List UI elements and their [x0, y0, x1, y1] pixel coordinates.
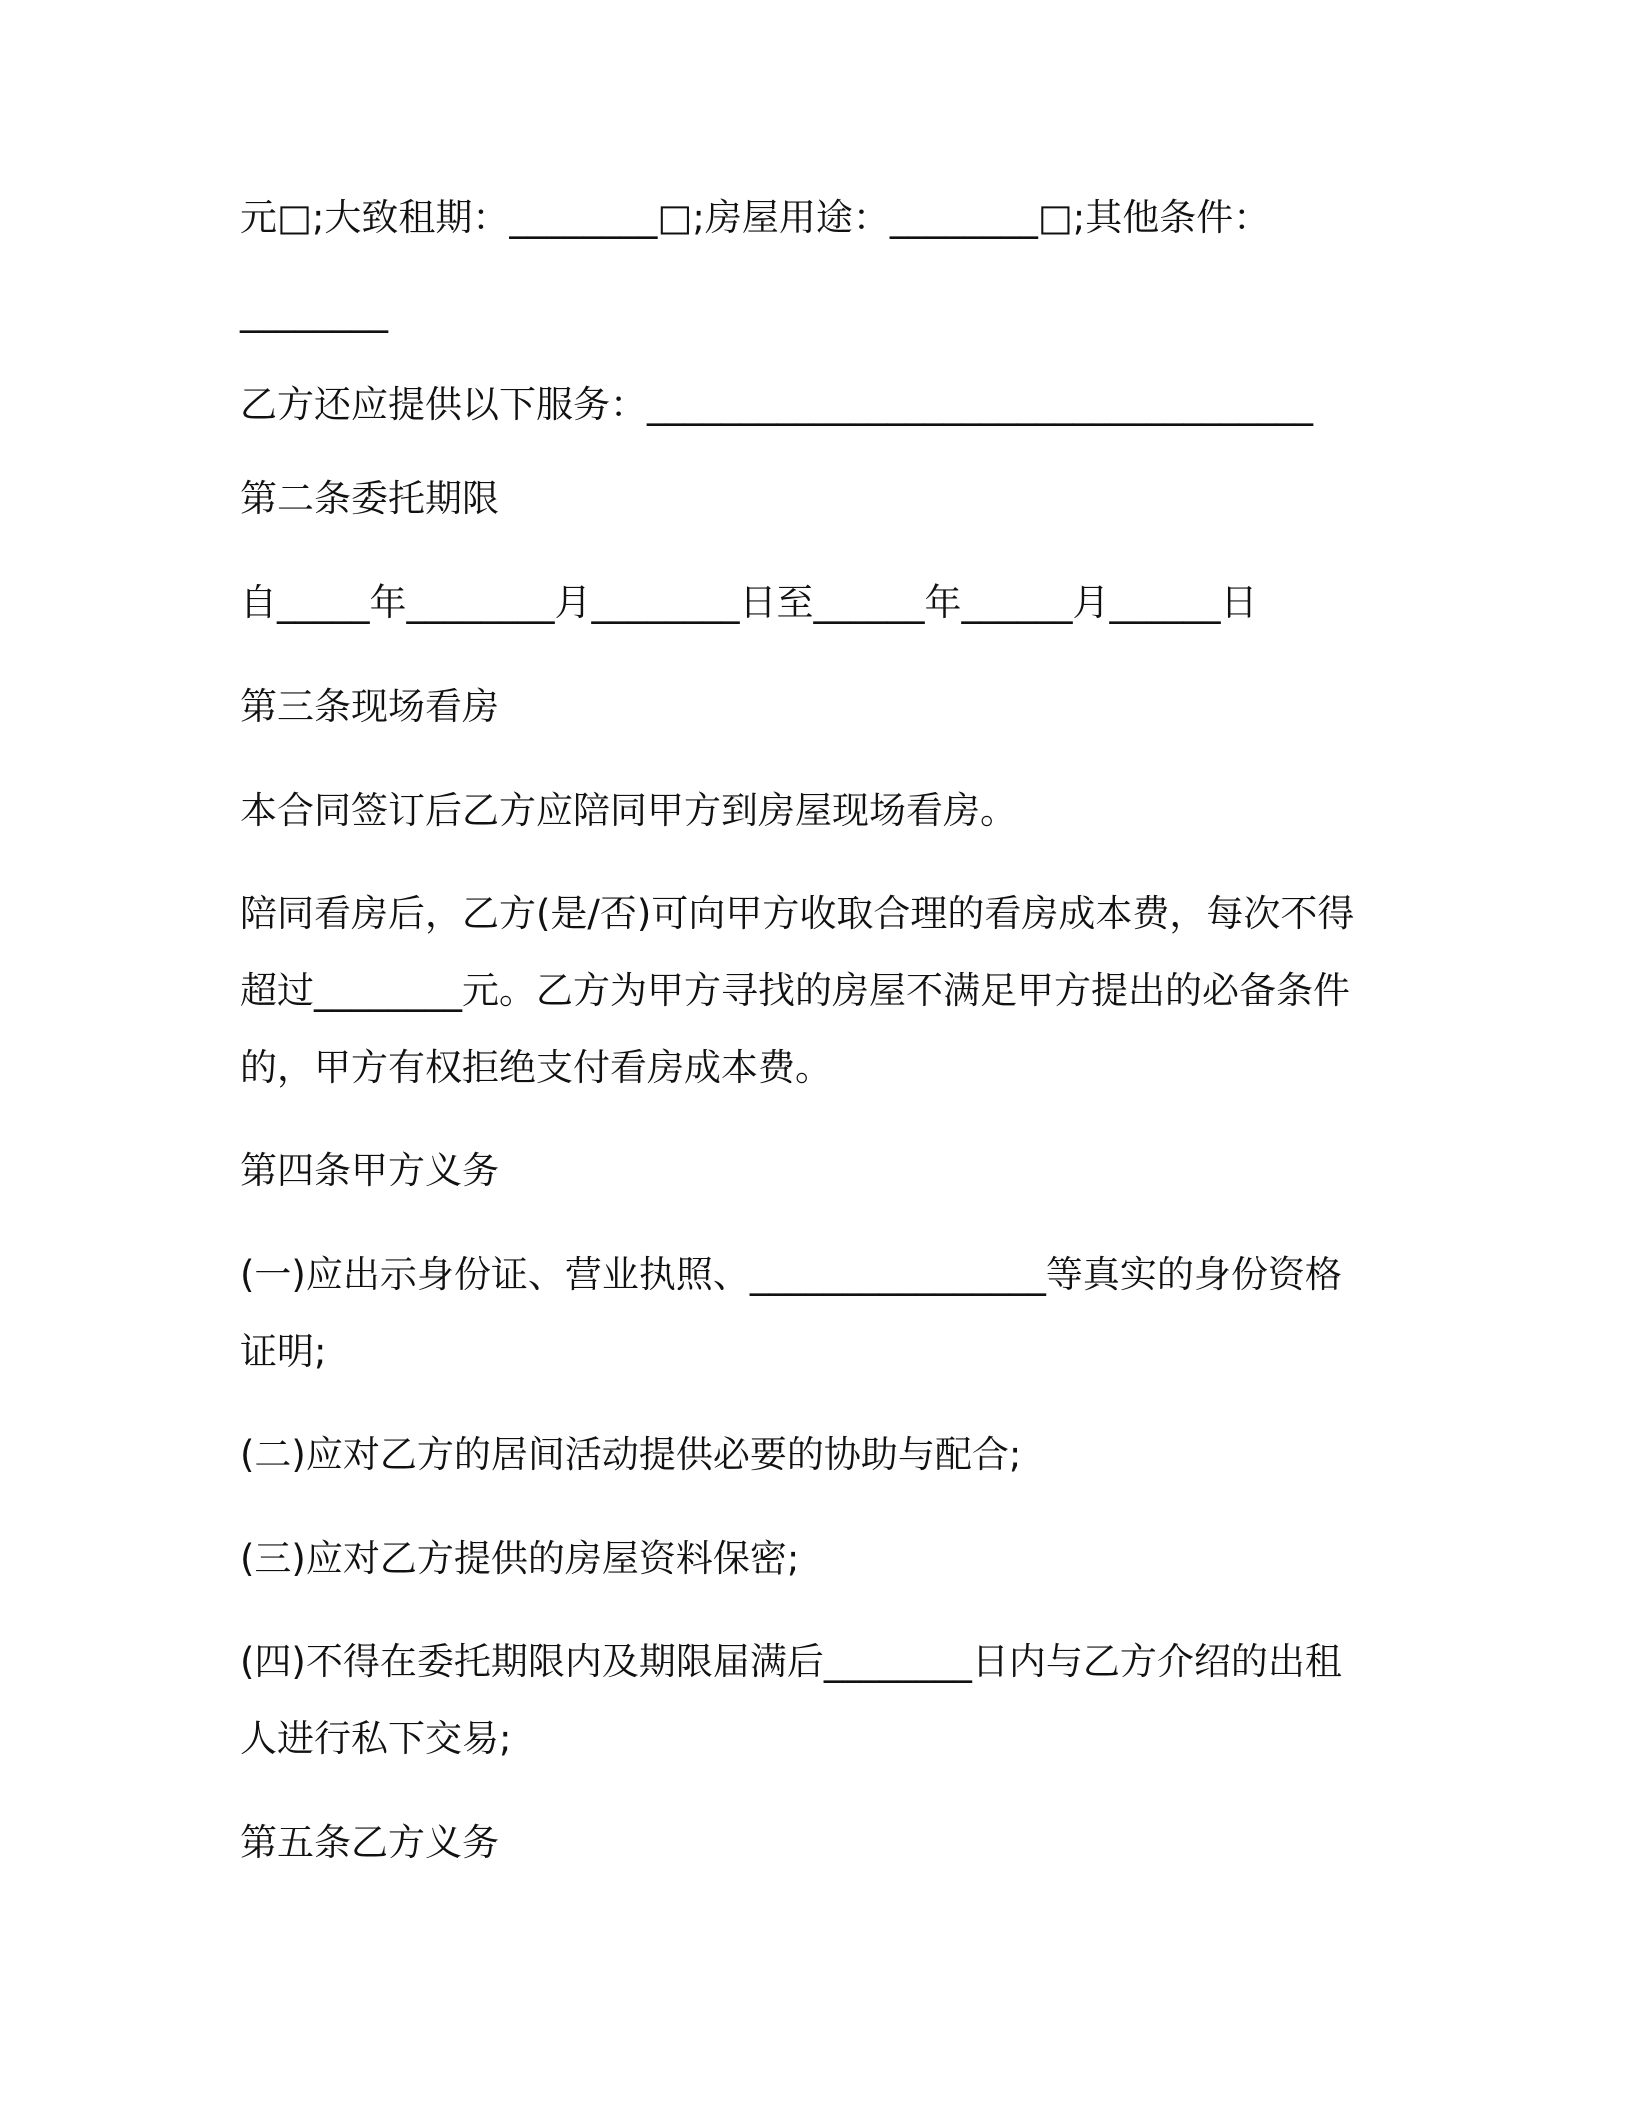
text-line: 超过________元。乙方为甲方寻找的房屋不满足甲方提出的必备条件 [240, 969, 1350, 1012]
section-heading: 第二条委托期限 [240, 477, 499, 520]
text-line: ________ [240, 290, 388, 333]
section-heading: 第四条甲方义务 [240, 1149, 499, 1192]
text-line: 乙方还应提供以下服务：____________________________________ [240, 383, 1313, 426]
text-line: 陪同看房后，乙方(是/否)可向甲方收取合理的看房成本费，每次不得 [240, 892, 1355, 935]
text-line: 证明; [240, 1330, 327, 1373]
text-line: 本合同签订后乙方应陪同甲方到房屋现场看房。 [240, 789, 1017, 832]
text-line: (二)应对乙方的居间活动提供必要的协助与配合; [240, 1433, 1022, 1476]
text-line: (三)应对乙方提供的房屋资料保密; [240, 1537, 800, 1580]
text-line: (一)应出示身份证、营业执照、________________等真实的身份资格 [240, 1253, 1342, 1296]
text-line: 人进行私下交易; [240, 1717, 512, 1760]
text-line: 的，甲方有权拒绝支付看房成本费。 [240, 1046, 832, 1089]
text-line: (四)不得在委托期限内及期限届满后________日内与乙方介绍的出租 [240, 1640, 1342, 1683]
section-heading: 第五条乙方义务 [240, 1821, 499, 1864]
text-line: 元□;大致租期：________□;房屋用途：________□;其他条件： [240, 196, 1271, 239]
section-heading: 第三条现场看房 [240, 685, 499, 728]
text-line: 自_____年________月________日至______年______月______日 [240, 581, 1258, 624]
